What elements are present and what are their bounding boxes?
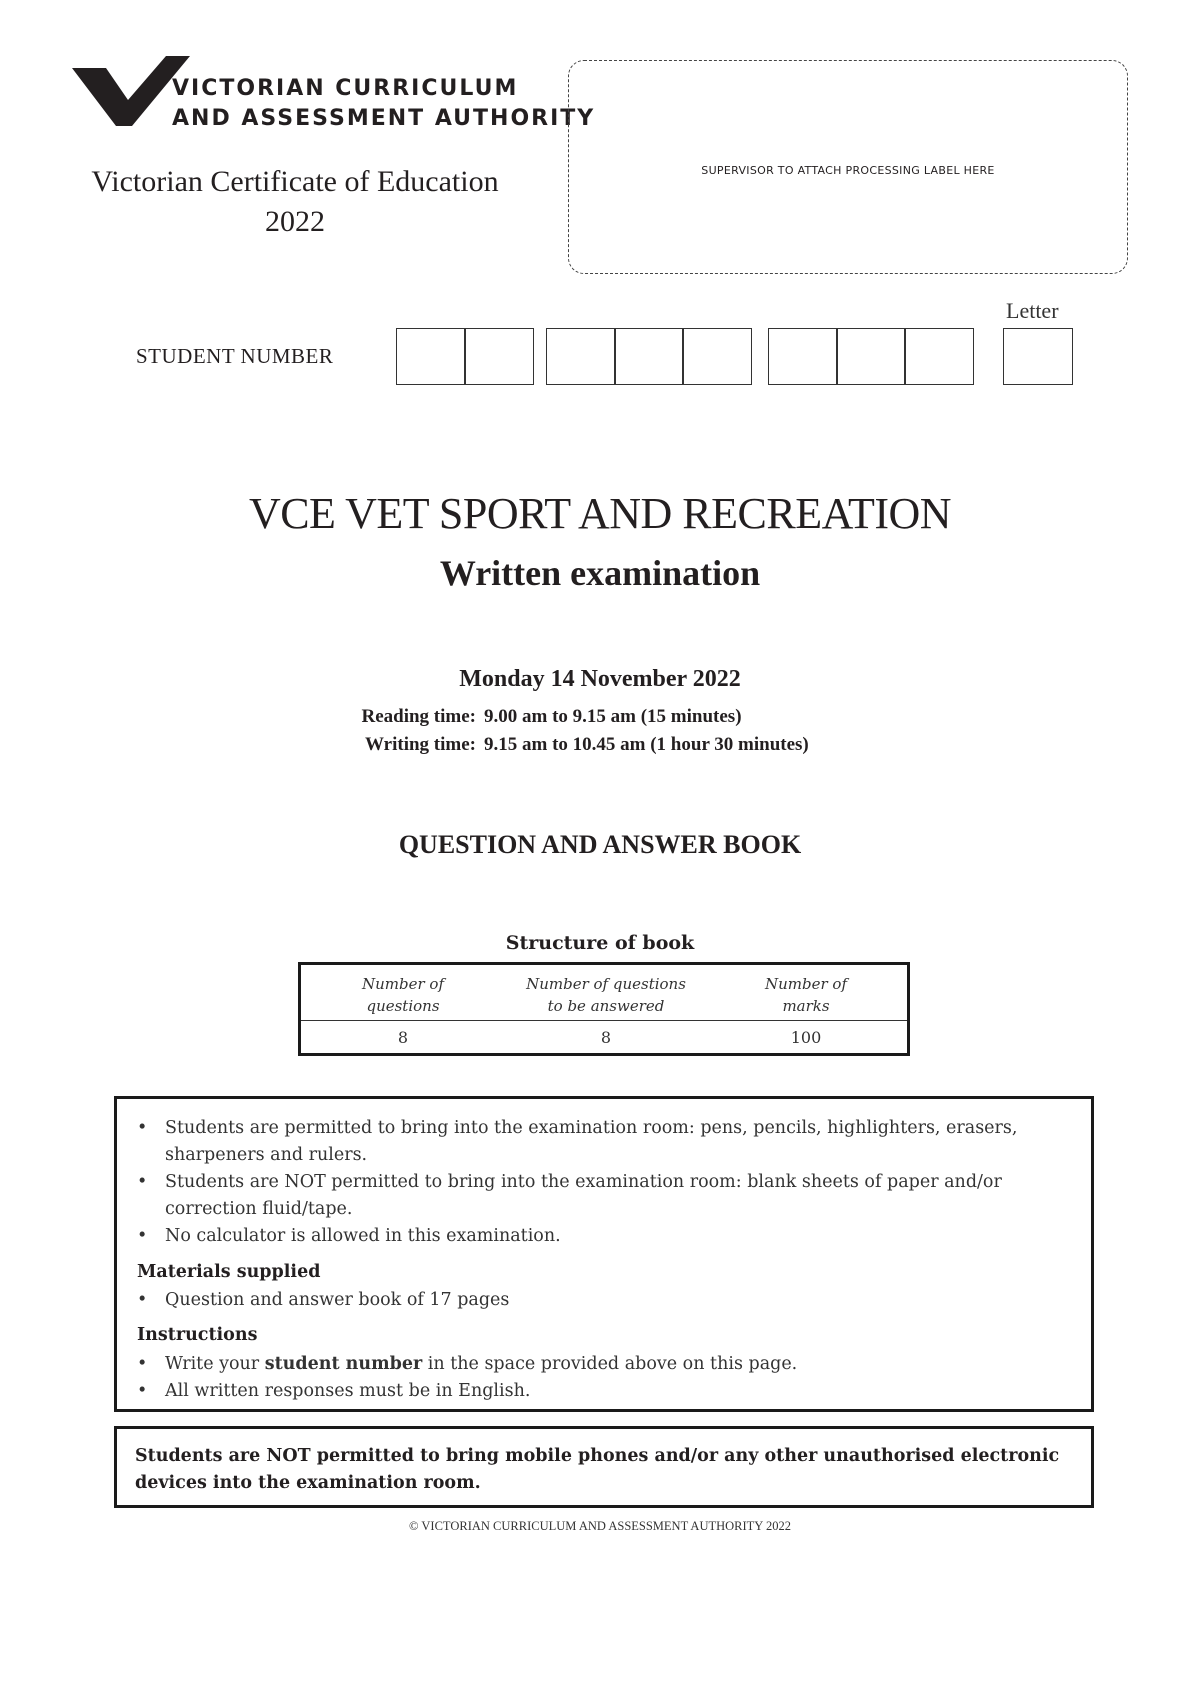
instructions-heading: Instructions: [137, 1325, 258, 1345]
student-number-box[interactable]: [464, 328, 534, 385]
table-cell-questions: 8: [397, 1028, 409, 1047]
structure-table: [298, 962, 910, 1056]
table-header-marks: Number of marks: [764, 975, 847, 1015]
table-header-questions: Number of questions: [361, 975, 444, 1015]
student-number-box[interactable]: [836, 328, 906, 385]
list-item: [137, 1115, 1071, 1169]
table-divider: [301, 1020, 907, 1021]
exam-title: VCE VET SPORT AND RECREATION: [248, 489, 952, 538]
student-letter-box[interactable]: [1003, 328, 1073, 385]
vcaa-logo: [72, 56, 596, 136]
warning-text: Students are NOT permitted to bring mobile phones and/or any other unauthorised electronic devices into the examination room.: [135, 1446, 1060, 1493]
certificate-heading: [60, 162, 530, 242]
copyright-notice: © VICTORIAN CURRICULUM AND ASSESSMENT AUTHORITY 2022: [409, 1519, 791, 1533]
instructions-box: [114, 1096, 1094, 1412]
student-number-box[interactable]: [904, 328, 974, 385]
reading-time-value: 9.00 am to 9.15 am (15 minutes): [484, 706, 742, 727]
bullet: •: [137, 1118, 148, 1138]
structure-caption: Structure of book: [505, 932, 695, 954]
list-item: [137, 1378, 1071, 1405]
student-number-label: STUDENT NUMBER: [136, 344, 334, 368]
bullet: •: [137, 1381, 148, 1401]
warning-box: [114, 1426, 1094, 1508]
writing-time-value: 9.15 am to 10.45 am (1 hour 30 minutes): [484, 734, 809, 755]
reading-time: [334, 706, 742, 728]
table-cell-marks: 100: [790, 1028, 822, 1047]
student-number-box[interactable]: [614, 328, 684, 385]
writing-time-label: Writing time:: [365, 734, 476, 755]
list-item: [137, 1223, 1071, 1250]
english-responses-text: All written responses must be in English.: [165, 1381, 531, 1401]
reading-time-label: Reading time:: [361, 706, 476, 727]
bullet: •: [137, 1172, 148, 1192]
writing-time: [334, 734, 809, 756]
student-number-box[interactable]: [396, 328, 466, 385]
student-number-box[interactable]: [768, 328, 838, 385]
not-permitted-items-text: Students are NOT permitted to bring into the examination room: blank sheets of paper and/or correction fluid/tape.: [165, 1172, 1002, 1219]
certificate-year: 2022: [265, 205, 325, 238]
bullet: •: [137, 1354, 148, 1374]
exam-date: Monday 14 November 2022: [459, 666, 741, 692]
book-type-heading: QUESTION AND ANSWER BOOK: [398, 830, 802, 859]
student-number-box[interactable]: [682, 328, 752, 385]
list-item: [137, 1287, 1071, 1314]
list-item: [137, 1351, 1071, 1378]
materials-item-text: Question and answer book of 17 pages: [165, 1290, 510, 1310]
student-number-box[interactable]: [546, 328, 616, 385]
logo-line-1: VICTORIAN CURRICULUM: [172, 76, 519, 101]
permitted-items-text: Students are permitted to bring into the examination room: pens, pencils, highlighters, erasers, sharpeners and rulers.: [165, 1118, 1018, 1165]
write-student-number-text: Write your student number in the space provided above on this page.: [165, 1354, 798, 1374]
no-calculator-text: No calculator is allowed in this examination.: [165, 1226, 561, 1246]
table-header-to-answer: Number of questions to be answered: [526, 975, 686, 1015]
bullet: •: [137, 1226, 148, 1246]
exam-subtitle: Written examination: [439, 553, 761, 593]
logo-line-2: AND ASSESSMENT AUTHORITY: [172, 106, 596, 131]
list-item: [137, 1169, 1071, 1223]
certificate-name: Victorian Certificate of Education: [91, 165, 499, 198]
materials-heading: Materials supplied: [137, 1262, 321, 1282]
table-cell-to-answer: 8: [600, 1028, 612, 1047]
supervisor-label-text: SUPERVISOR TO ATTACH PROCESSING LABEL HERE: [701, 164, 995, 177]
bullet: •: [137, 1290, 148, 1310]
letter-label: Letter: [1006, 298, 1059, 323]
